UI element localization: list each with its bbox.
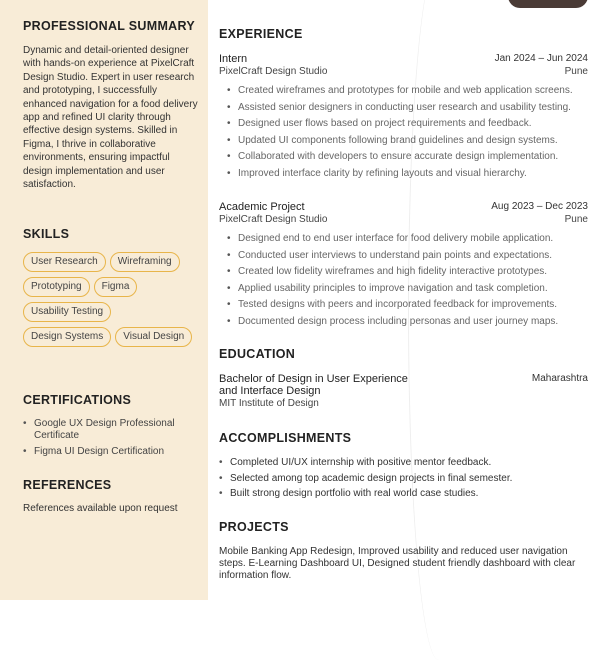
profile-photo	[508, 0, 588, 8]
skill-chip: Figma	[94, 277, 138, 297]
skill-chip: Design Systems	[23, 327, 111, 347]
job-bullet: • Documented design process including personas and user journey maps.	[227, 316, 588, 328]
accomplishments-list	[219, 457, 588, 504]
job-bullet: • Designed end to end user interface for food delivery mobile application.	[227, 233, 588, 245]
job-entry	[219, 53, 588, 184]
job-dates: Aug 2023 – Dec 2023	[491, 201, 588, 212]
references-text: References available upon request	[23, 503, 178, 514]
skills-heading: SKILLS	[23, 227, 70, 241]
education-location: Maharashtra	[531, 373, 588, 384]
certification-item: • Figma UI Design Certification	[23, 446, 198, 458]
job-bullet: • Improved interface clarity by refining layouts and visual hierarchy.	[227, 168, 588, 180]
accomplishment-item: • Completed UI/UX internship with positive mentor feedback.	[219, 457, 588, 469]
job-bullet: • Updated UI components following brand guidelines and design systems.	[227, 135, 588, 147]
job-bullet: • Tested designs with peers and incorporated feedback for improvements.	[227, 299, 588, 311]
job-location: Pune	[564, 66, 588, 77]
skills-list	[23, 252, 198, 347]
job-title: Intern	[219, 53, 248, 65]
job-company: PixelCraft Design Studio	[219, 66, 328, 77]
job-title: Academic Project	[219, 201, 305, 213]
skill-chip: Wireframing	[110, 252, 180, 272]
summary-text: Dynamic and detail-oriented designer with hands-on experience at PixelCraft Design Studio. Expert in user research and prototyping, I successfully enhanced navigation for a food delivery app and refined UI clarity through effective design systems. Skilled in Figma, I thrive in collaborative environments, ensuring impactful design implementation and user satisfaction.	[23, 45, 198, 191]
job-bullet: • Conducted user interviews to understand pain points and expectations.	[227, 250, 588, 262]
certifications-heading: CERTIFICATIONS	[23, 393, 132, 407]
job-bullet: • Collaborated with developers to ensure accurate design implementation.	[227, 151, 588, 163]
education-heading: EDUCATION	[219, 347, 296, 361]
projects-heading: PROJECTS	[219, 520, 289, 534]
projects-text: Mobile Banking App Redesign, Improved usability and reduced user navigation steps. E-Learning Dashboard UI, Designed student friendly dashboard with clear information flow.	[219, 546, 576, 581]
skill-chip: Usability Testing	[23, 302, 111, 322]
job-dates: Jan 2024 – Jun 2024	[494, 53, 588, 64]
job-bullet: • Applied usability principles to improve navigation and task completion.	[227, 283, 588, 295]
school: MIT Institute of Design	[219, 398, 319, 409]
accomplishments-heading: ACCOMPLISHMENTS	[219, 431, 352, 445]
certifications-list	[23, 418, 198, 462]
education-entry	[219, 373, 588, 409]
degree: Bachelor of Design in User Experience and Interface Design	[219, 373, 408, 397]
job-bullet: • Created low fidelity wireframes and high fidelity interactive prototypes.	[227, 266, 588, 278]
references-heading: REFERENCES	[23, 478, 112, 492]
accomplishment-item: • Selected among top academic design projects in final semester.	[219, 473, 588, 485]
skill-chip: Prototyping	[23, 277, 90, 297]
job-location: Pune	[564, 214, 588, 225]
skill-chip: User Research	[23, 252, 106, 272]
certification-item: • Google UX Design Professional Certificate	[23, 418, 198, 442]
experience-heading: EXPERIENCE	[219, 27, 303, 41]
summary-heading: PROFESSIONAL SUMMARY	[23, 19, 195, 33]
job-company: PixelCraft Design Studio	[219, 214, 328, 225]
job-entry	[219, 201, 588, 332]
skill-chip: Visual Design	[115, 327, 192, 347]
main-content	[208, 0, 612, 600]
sidebar	[0, 0, 208, 600]
job-bullet: • Designed user flows based on project requirements and feedback.	[227, 118, 588, 130]
job-bullet: • Created wireframes and prototypes for mobile and web application screens.	[227, 85, 588, 97]
accomplishment-item: • Built strong design portfolio with real world case studies.	[219, 488, 588, 500]
job-bullet: • Assisted senior designers in conducting user research and usability testing.	[227, 102, 588, 114]
